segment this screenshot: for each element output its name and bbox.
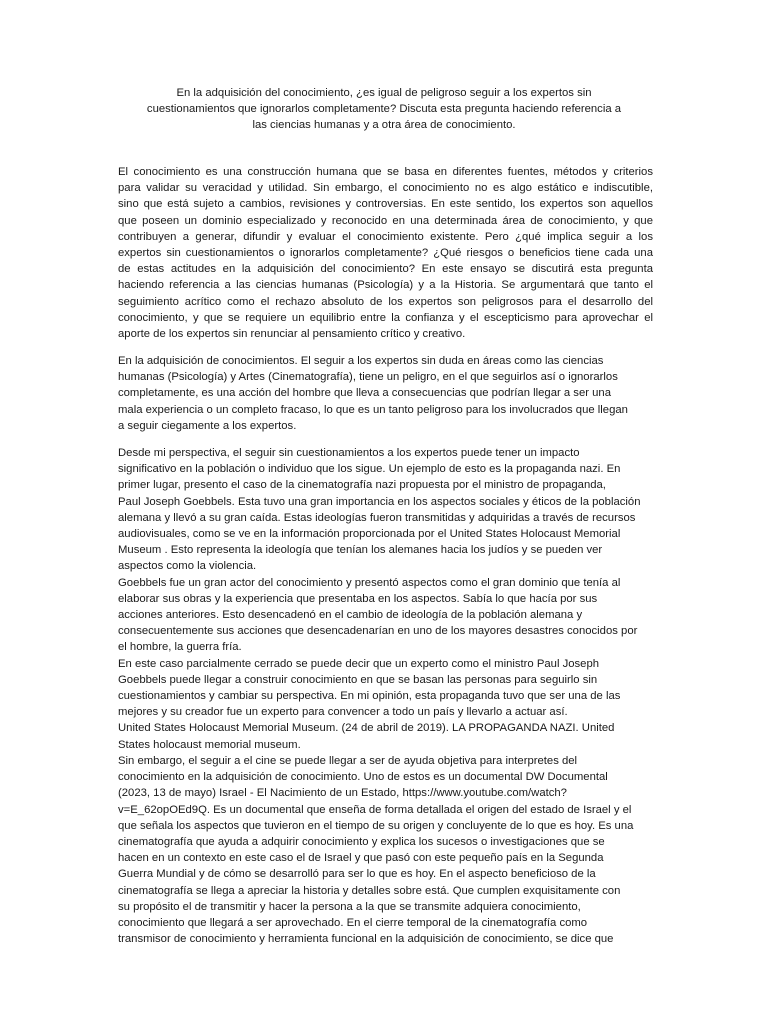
paragraph-line: a seguir ciegamente a los expertos. — [118, 419, 297, 432]
essay-question — [118, 85, 650, 134]
paragraph-line: Museum . Esto representa la ideología que tenían los alemanes hacia los judíos y se pueden ver — [118, 544, 603, 557]
paragraph — [118, 445, 653, 753]
paragraph-line: consecuentemente sus acciones que desencadenarían en uno de los mayores desastres conocidos por — [118, 625, 638, 638]
paragraph-line: cuestionamientos y cambiar su perspectiva. En mi opinión, esta propaganda tuvo que ser una de las — [118, 690, 621, 703]
paragraph-line: En la adquisición de conocimientos. El seguir a los expertos sin duda en áreas como las ciencias — [118, 355, 604, 367]
paragraph-line: cinematografía que ayuda a adquirir conocimiento y explica los sucesos o investigaciones que se — [118, 836, 605, 849]
paragraph-line: audiovisuales, como se ve en la información proporcionada por el United States Holocaust Memorial — [118, 528, 621, 541]
paragraph — [118, 353, 653, 434]
paragraph-line: United States Holocaust Memorial Museum. (24 de abril de 2019). LA PROPAGANDA NAZI. United — [118, 722, 615, 735]
paragraph-line: v=E_62opOEd9Q. Es un documental que enseña de forma detallada el origen del estado de Israel y el — [118, 803, 632, 816]
paragraph-line: Goebbels fue un gran actor del conocimiento y presentó aspectos como el gran dominio que tenía al — [118, 576, 621, 589]
paragraph-line: Guerra Mundial y de cómo se desarrolló para ser lo que es hoy. En el aspecto beneficioso de la — [118, 868, 596, 881]
paragraph-line: Goebbels puede llegar a construir conocimiento en que se basan las personas para seguirlo sin — [118, 673, 598, 686]
paragraph-line: El conocimiento es una construcción humana que se basa en diferentes fuentes, métodos y criterios — [118, 166, 653, 178]
paragraph-line: para validar su veracidad y utilidad. Sin embargo, el conocimiento no es algo estático e indiscutible, — [118, 182, 653, 195]
paragraph-line: significativo en la población o individuo que los sigue. Un ejemplo de esto es la propaganda nazi. En — [118, 463, 621, 476]
paragraph-line: que señala los aspectos que tuvieron en el tiempo de su origen y concluyente de lo que es hoy. Es una — [118, 819, 634, 832]
paragraph-line: transmisor de conocimiento y herramienta funcional en la adquisición de conocimiento, se dice que — [118, 933, 614, 946]
paragraph-line: acciones anteriores. Esto desencadenó en el cambio de ideología de la población alemana y — [118, 609, 583, 622]
paragraph-line: alemana y llevó a su gran caída. Estas ideologías fueron transmitidas y adquiridas a través de recursos — [118, 511, 636, 524]
paragraph-line: expertos sin cuestionamientos o ignorarlos completamente? ¿Qué riesgos o beneficios tiene cada una — [118, 247, 653, 260]
paragraph-line: seguimiento acrítico como el rechazo absoluto de los expertos son peligrosos para el desarrollo del — [118, 295, 653, 308]
paragraph-line: sino que está sujeto a cambios, revisiones y controversias. En este sentido, los expertos son aquellos — [118, 198, 653, 211]
paragraph-line: mejores y su creador fue un experto para convencer a todo un país y llevarlo a actuar así. — [118, 706, 568, 719]
paragraph-line: hacen en un contexto en este caso el de Israel y que pasó con este pequeño país en la Segunda — [118, 852, 604, 865]
paragraph-line: aspectos como la violencia. — [118, 560, 257, 573]
paragraph-line: primer lugar, presento el caso de la cinematografía nazi propuesta por el ministro de propaganda, — [118, 479, 606, 492]
question-line: las ciencias humanas y a otra área de conocimiento. — [252, 119, 516, 132]
paragraph-line: que poseen un dominio especializado y reconocido en una determinada área de conocimiento, y que — [118, 214, 653, 227]
paragraph-line: humanas (Psicología) y Artes (Cinematografía), tiene un peligro, en el que seguirlos así o ignorarlos — [118, 371, 618, 384]
paragraph-line: completamente, es una acción del hombre que lleva a consecuencias que podrían llegar a ser una — [118, 387, 611, 400]
question-line: cuestionamientos que ignorarlos completamente? Discuta esta pregunta haciendo referencia a — [146, 103, 622, 116]
paragraph-line: de estas actitudes en la adquisición del conocimiento? En este ensayo se discutirá esta pregunta — [118, 263, 653, 276]
paragraph-line: En este caso parcialmente cerrado se puede decir que un experto como el ministro Paul Joseph — [118, 657, 600, 670]
paragraph-line: Sin embargo, el seguir a el cine se puede llegar a ser de ayuda objetiva para interpretes del — [118, 755, 578, 767]
paragraph-line: contribuyen a generar, difundir y evaluar el conocimiento existente. Pero ¿qué implica seguir a los — [118, 230, 653, 243]
paragraph-line: conocimiento en la adquisición de conocimiento. Uno de estos es un documental DW Documental — [118, 771, 608, 784]
paragraph-line: el hombre, la guerra fría. — [118, 641, 242, 654]
question-line: En la adquisición del conocimiento, ¿es igual de peligroso seguir a los expertos sin — [176, 87, 592, 99]
paragraph-line: su propósito el de transmitir y hacer la persona a la que se transmite adquiera conocimiento, — [118, 900, 581, 913]
paragraph — [118, 753, 653, 947]
paragraph-line: mala experiencia o un completo fracaso, lo que es un tanto peligroso para los involucrados que llegan — [118, 403, 628, 416]
paragraph-line: haciendo referencia a las ciencias humanas (Psicología) y a la Historia. Se argumentará que tanto el — [118, 279, 653, 292]
paragraph-line: cinematografía se llega a apreciar la historia y detalles sobre está. Que cumplen exquisitamente con — [118, 884, 621, 897]
paragraph-line: Desde mi perspectiva, el seguir sin cuestionamientos a los expertos puede tener un impacto — [118, 447, 580, 459]
paragraph-line: States holocaust memorial museum. — [118, 738, 301, 751]
paragraph-line: conocimiento que llegará a ser aprovechado. En el cierre temporal de la cinematografía como — [118, 917, 588, 930]
paragraph-line: aporte de los expertos sin renunciar al pensamiento crítico y creativo. — [118, 328, 466, 341]
paragraph-line: elaborar sus obras y la experiencia que presentaba en los aspectos. Sabía lo que hacía por sus — [118, 592, 598, 605]
paragraph — [118, 164, 653, 342]
paragraph-line: Paul Joseph Goebbels. Esta tuvo una gran importancia en los aspectos sociales y éticos de la población — [118, 495, 641, 508]
paragraph-line: (2023, 13 de mayo) Israel - El Nacimiento de un Estado, https://www.youtube.com/watch? — [118, 787, 567, 800]
paragraph-line: conocimiento, y que se requiere un equilibrio entre la confianza y el escepticismo para aprovechar el — [118, 311, 653, 324]
